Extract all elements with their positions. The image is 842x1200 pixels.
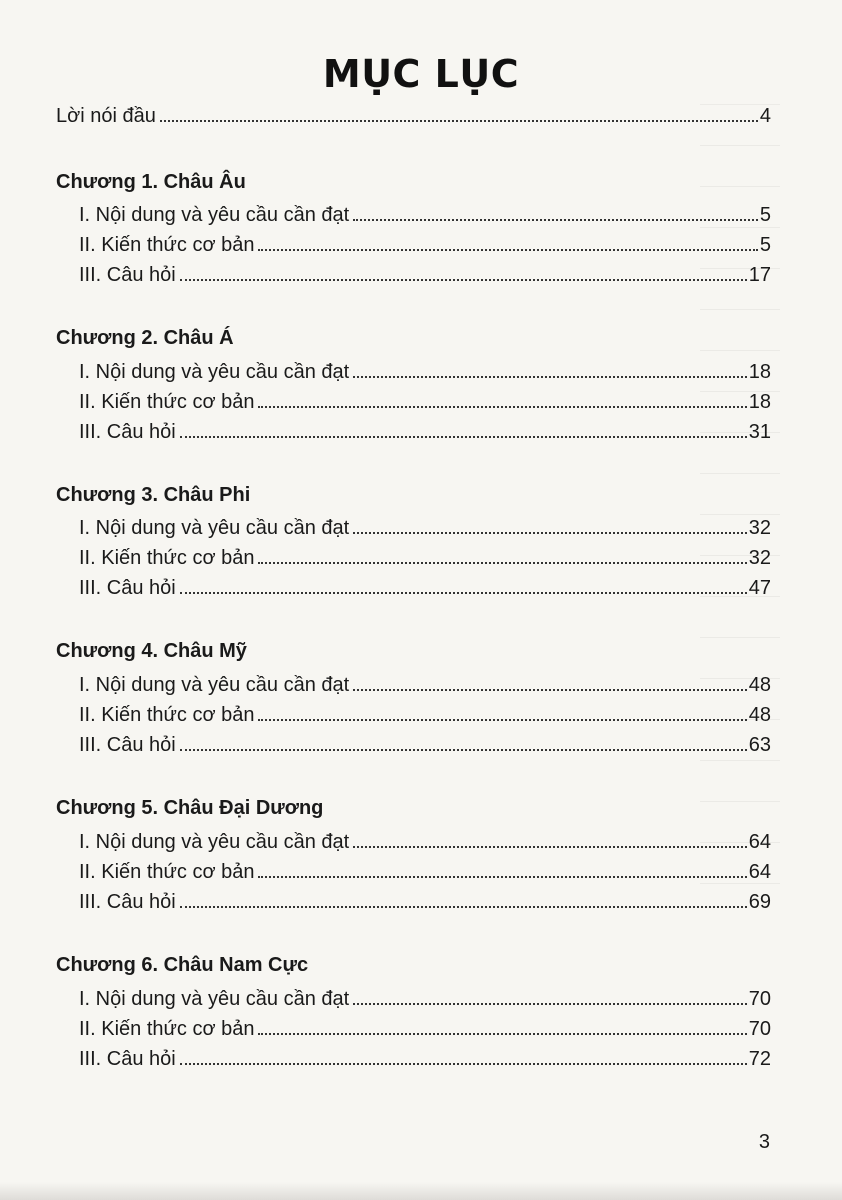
toc-entry[interactable] xyxy=(79,727,771,757)
leader-dots xyxy=(353,845,747,848)
toc-entry-label: II. Kiến thức cơ bản xyxy=(79,234,255,256)
leader-dots xyxy=(353,531,747,534)
chapter-heading-5[interactable]: Chương 5. Châu Đại Dương xyxy=(56,797,324,819)
toc-entry[interactable] xyxy=(79,854,771,884)
leader-dots xyxy=(160,119,758,122)
toc-entry-label: II. Kiến thức cơ bản xyxy=(79,704,255,726)
toc-entry-label: I. Nội dung và yêu cầu cần đạt xyxy=(79,988,350,1010)
toc-entry[interactable] xyxy=(79,227,771,257)
toc-entry-label: III. Câu hỏi xyxy=(79,1048,176,1070)
chapter-heading-6[interactable]: Chương 6. Châu Nam Cực xyxy=(56,954,309,976)
toc-entry-label: I. Nội dung và yêu cầu cần đạt xyxy=(79,361,350,383)
toc-page-number: 5 xyxy=(759,204,771,226)
leader-dots xyxy=(180,591,747,594)
toc-page-number: 70 xyxy=(748,1018,771,1040)
leader-dots xyxy=(180,435,747,438)
leader-dots xyxy=(180,905,747,908)
toc-entry-label: III. Câu hỏi xyxy=(79,891,176,913)
leader-dots xyxy=(180,278,747,281)
toc-entry-label: I. Nội dung và yêu cầu cần đạt xyxy=(79,831,350,853)
toc-page-number: 64 xyxy=(748,831,771,853)
toc-page-number: 69 xyxy=(748,891,771,913)
toc-entry-label: I. Nội dung và yêu cầu cần đạt xyxy=(79,517,350,539)
leader-dots xyxy=(353,375,747,378)
toc-entry[interactable] xyxy=(79,1011,771,1041)
toc-entry[interactable] xyxy=(79,354,771,384)
toc-page-number: 18 xyxy=(748,391,771,413)
toc-page-number: 18 xyxy=(748,361,771,383)
toc-entry[interactable] xyxy=(79,257,771,287)
leader-dots xyxy=(258,718,746,721)
leader-dots xyxy=(180,748,747,751)
toc-entry[interactable] xyxy=(79,570,771,600)
toc-entry-label: III. Câu hỏi xyxy=(79,734,176,756)
toc-page-number: 72 xyxy=(748,1048,771,1070)
leader-dots xyxy=(258,875,746,878)
toc-entry[interactable] xyxy=(79,697,771,727)
toc-entry[interactable] xyxy=(79,1041,771,1071)
chapter-heading-1[interactable]: Chương 1. Châu Âu xyxy=(56,171,246,193)
toc-page-number: 63 xyxy=(748,734,771,756)
toc-page-number: 32 xyxy=(748,517,771,539)
toc-entry-label: III. Câu hỏi xyxy=(79,577,176,599)
toc-entry[interactable] xyxy=(79,824,771,854)
toc-page-number: 48 xyxy=(748,704,771,726)
toc-page-number: 4 xyxy=(759,105,771,127)
toc-entry[interactable] xyxy=(79,540,771,570)
page-title: MỤC LỤC xyxy=(322,52,520,96)
toc-page-number: 48 xyxy=(748,674,771,696)
toc-entry[interactable] xyxy=(79,197,771,227)
toc-entry-label: I. Nội dung và yêu cầu cần đạt xyxy=(79,674,350,696)
toc-page-number: 31 xyxy=(748,421,771,443)
leader-dots xyxy=(353,1002,747,1005)
leader-dots xyxy=(258,248,757,251)
leader-dots xyxy=(353,688,747,691)
toc-entry-label: I. Nội dung và yêu cầu cần đạt xyxy=(79,204,350,226)
toc-entry[interactable] xyxy=(79,667,771,697)
toc-entry-label: II. Kiến thức cơ bản xyxy=(79,1018,255,1040)
toc-entry[interactable] xyxy=(79,384,771,414)
leader-dots xyxy=(258,405,746,408)
toc-entry-intro[interactable] xyxy=(56,98,771,128)
toc-entry-label: II. Kiến thức cơ bản xyxy=(79,861,255,883)
page-bottom-edge xyxy=(0,1182,842,1200)
chapter-heading-4[interactable]: Chương 4. Châu Mỹ xyxy=(56,640,247,662)
toc-entry-label: III. Câu hỏi xyxy=(79,264,176,286)
page-number: 3 xyxy=(758,1131,770,1153)
leader-dots xyxy=(258,1032,746,1035)
toc-entry[interactable] xyxy=(79,414,771,444)
toc-entry-label: III. Câu hỏi xyxy=(79,421,176,443)
toc-entry-label: II. Kiến thức cơ bản xyxy=(79,547,255,569)
toc-entry[interactable] xyxy=(79,981,771,1011)
toc-page-number: 47 xyxy=(748,577,771,599)
toc-page-number: 70 xyxy=(748,988,771,1010)
toc-page-number: 64 xyxy=(748,861,771,883)
toc-entry-label: II. Kiến thức cơ bản xyxy=(79,391,255,413)
toc-page-number: 32 xyxy=(748,547,771,569)
chapter-heading-3[interactable]: Chương 3. Châu Phi xyxy=(56,484,251,506)
toc-entry[interactable] xyxy=(79,510,771,540)
leader-dots xyxy=(353,218,758,221)
toc-entry[interactable] xyxy=(79,884,771,914)
chapter-heading-2[interactable]: Chương 2. Châu Á xyxy=(56,327,234,349)
toc-page-number: 5 xyxy=(759,234,771,256)
toc-page-number: 17 xyxy=(748,264,771,286)
toc-entry-label: Lời nói đầu xyxy=(56,105,156,127)
leader-dots xyxy=(258,561,746,564)
leader-dots xyxy=(180,1062,747,1065)
